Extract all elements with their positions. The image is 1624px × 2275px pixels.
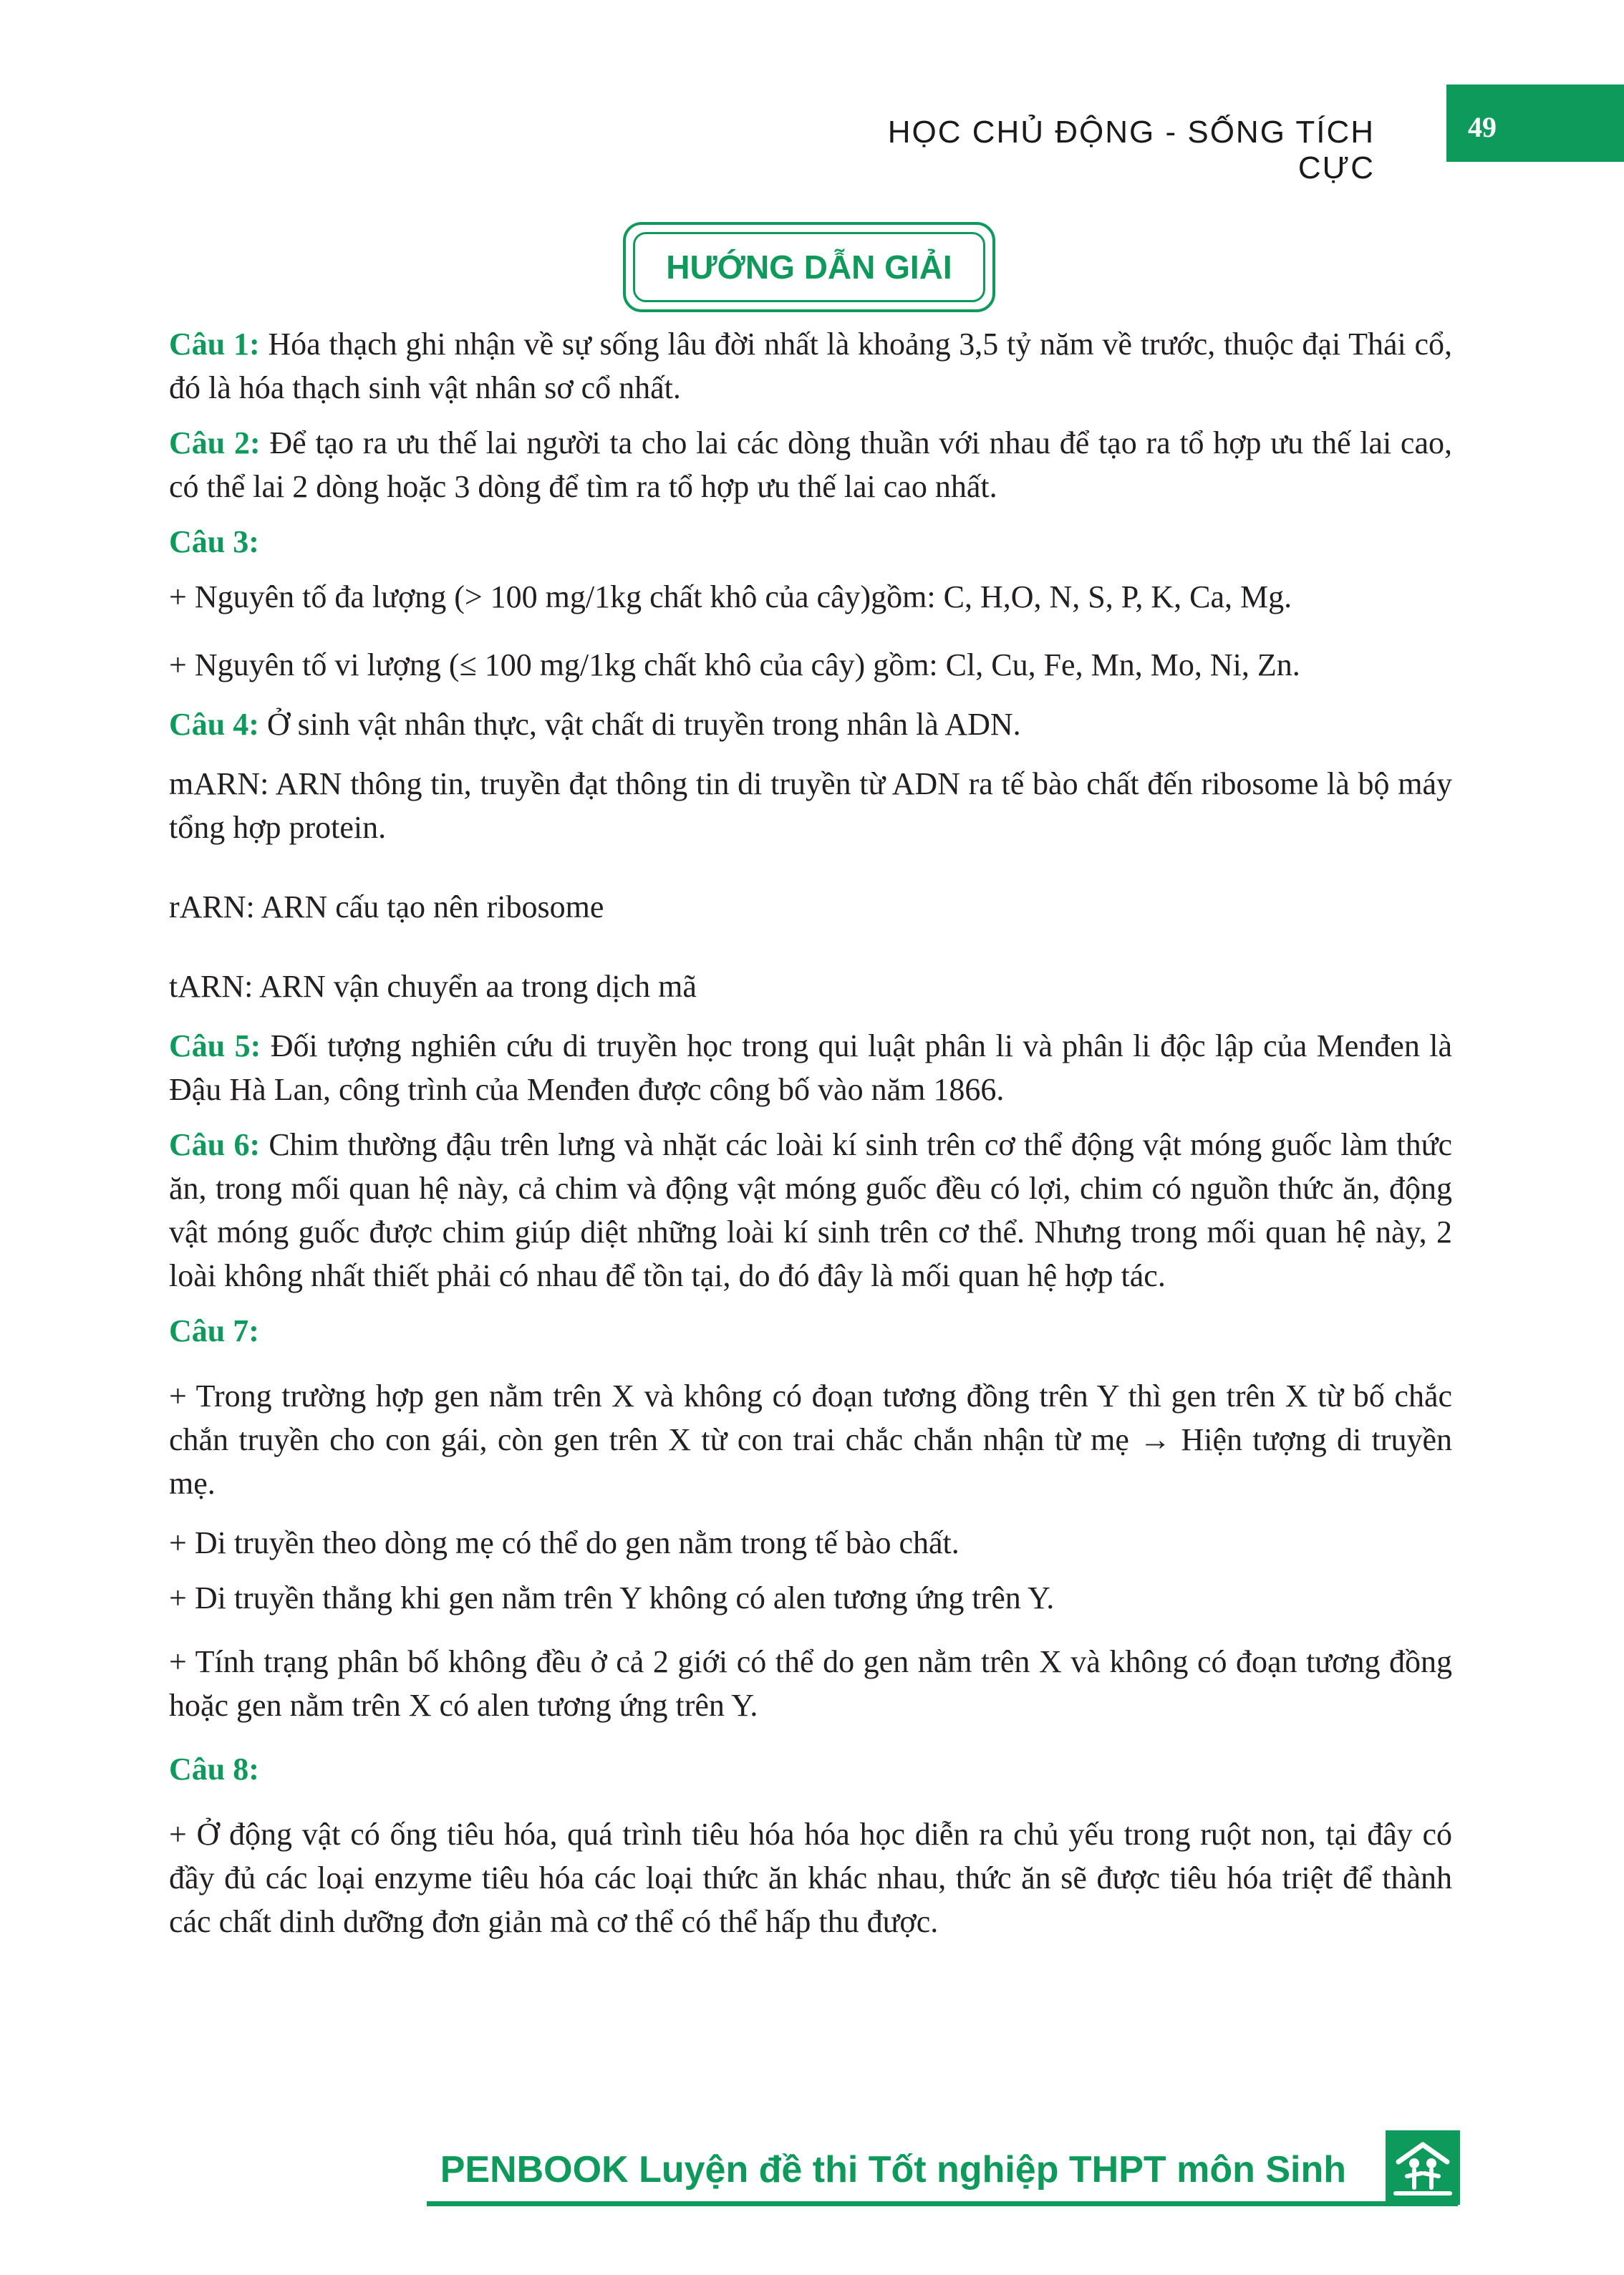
answer-text: Hóa thạch ghi nhận về sự sống lâu đời nhất là khoảng 3,5 tỷ năm về trước, thuộc đại Thái cổ, đó là hóa thạch sinh vật nhân sơ cổ nhất. [169, 327, 1452, 405]
answer-7-line-4: + Tính trạng phân bố không đều ở cả 2 giới có thể do gen nằm trên X và không có đoạn tương đồng hoặc gen nằm trên X có alen tương ứng trên Y. [169, 1644, 1452, 1723]
answer-7-line-2: + Di truyền theo dòng mẹ có thể do gen nằm trong tế bào chất. [169, 1525, 960, 1560]
answer-label: Câu 6: [169, 1127, 261, 1162]
answer-4 [169, 702, 1452, 746]
section-title: HƯỚNG DẪN GIẢI [633, 232, 985, 302]
answer-label: Câu 5: [169, 1028, 261, 1063]
answer-6 [169, 1123, 1452, 1298]
page-number: 49 [1468, 111, 1497, 143]
answer-text: Ở sinh vật nhân thực, vật chất di truyền trong nhân là ADN. [258, 707, 1021, 742]
answer-3 [169, 520, 1452, 564]
answer-7-line-1: + Trong trường hợp gen nằm trên X và không có đoạn tương đồng trên Y thì gen trên X từ bố chắc chắn truyền cho con gái, còn gen trên X từ con trai chắc chắn nhận từ mẹ → Hiện tượng di truyền mẹ. [169, 1378, 1452, 1501]
footer-book-title: PENBOOK Luyện đề thi Tốt nghiệp THPT môn Sinh [440, 2149, 1346, 2191]
section-title-box [623, 222, 995, 312]
answer-label: Câu 1: [169, 327, 260, 362]
answer-text: Để tạo ra ưu thế lai người ta cho lai các dòng thuần với nhau để tạo ra tổ hợp ưu thế lai cao, có thể lai 2 dòng hoặc 3 dòng để tìm ra tổ hợp ưu thế lai cao nhất. [169, 425, 1452, 504]
answer-label: Câu 8: [169, 1752, 259, 1787]
answers-content [169, 322, 1452, 1943]
answer-4-rrna: rARN: ARN cấu tạo nên ribosome [169, 889, 604, 924]
answer-7 [169, 1309, 1452, 1353]
running-header: HỌC CHỦ ĐỘNG - SỐNG TÍCH CỰC [887, 115, 1375, 185]
penbook-logo-icon [1386, 2130, 1460, 2205]
footer-rule [427, 2201, 1458, 2206]
answer-label: Câu 4: [169, 707, 259, 742]
answer-4-trna: tARN: ARN vận chuyển aa trong dịch mã [169, 969, 697, 1004]
answer-text: Đối tượng nghiên cứu di truyền học trong qui luật phân li và phân li độc lập của Menđen là Đậu Hà Lan, công trình của Menđen được công bố vào năm 1866. [169, 1028, 1452, 1107]
answer-8-line-1: + Ở động vật có ống tiêu hóa, quá trình tiêu hóa hóa học diễn ra chủ yếu trong ruột non, tại đây có đầy đủ các loại enzyme tiêu hóa các loại thức ăn khác nhau, thức ăn sẽ được tiêu hóa triệt để thành các chất dinh dưỡng đơn giản mà cơ thể có thể hấp thu được. [169, 1817, 1452, 1939]
answer-5 [169, 1024, 1452, 1111]
answer-1 [169, 322, 1452, 410]
answer-7-line-3: + Di truyền thẳng khi gen nằm trên Y không có alen tương ứng trên Y. [169, 1580, 1055, 1615]
answer-label: Câu 2: [169, 425, 261, 460]
answer-8 [169, 1747, 1452, 1791]
answer-text: Chim thường đậu trên lưng và nhặt các loài kí sinh trên cơ thể động vật móng guốc làm thức ăn, trong mối quan hệ này, cả chim và động vật móng guốc đều có lợi, chim có nguồn thức ăn, động vật móng guốc được chim giúp diệt những loài kí sinh trên cơ thể. Nhưng trong mối quan hệ này, 2 loài không nhất thiết phải có nhau để tồn tại, do đó đây là mối quan hệ hợp tác. [169, 1127, 1452, 1293]
answer-3-line-1: + Nguyên tố đa lượng (> 100 mg/1kg chất khô của cây)gồm: C, H,O, N, S, P, K, Ca, Mg. [169, 579, 1292, 614]
answer-label: Câu 7: [169, 1313, 259, 1348]
answer-label: Câu 3: [169, 524, 259, 559]
answer-2 [169, 421, 1452, 508]
answer-3-line-2: + Nguyên tố vi lượng (≤ 100 mg/1kg chất khô của cây) gồm: Cl, Cu, Fe, Mn, Mo, Ni, Zn. [169, 647, 1300, 682]
page-number-badge [1446, 84, 1624, 162]
answer-4-mrna: mARN: ARN thông tin, truyền đạt thông tin di truyền từ ADN ra tế bào chất đến ribosome là bộ máy tổng hợp protein. [169, 766, 1452, 845]
